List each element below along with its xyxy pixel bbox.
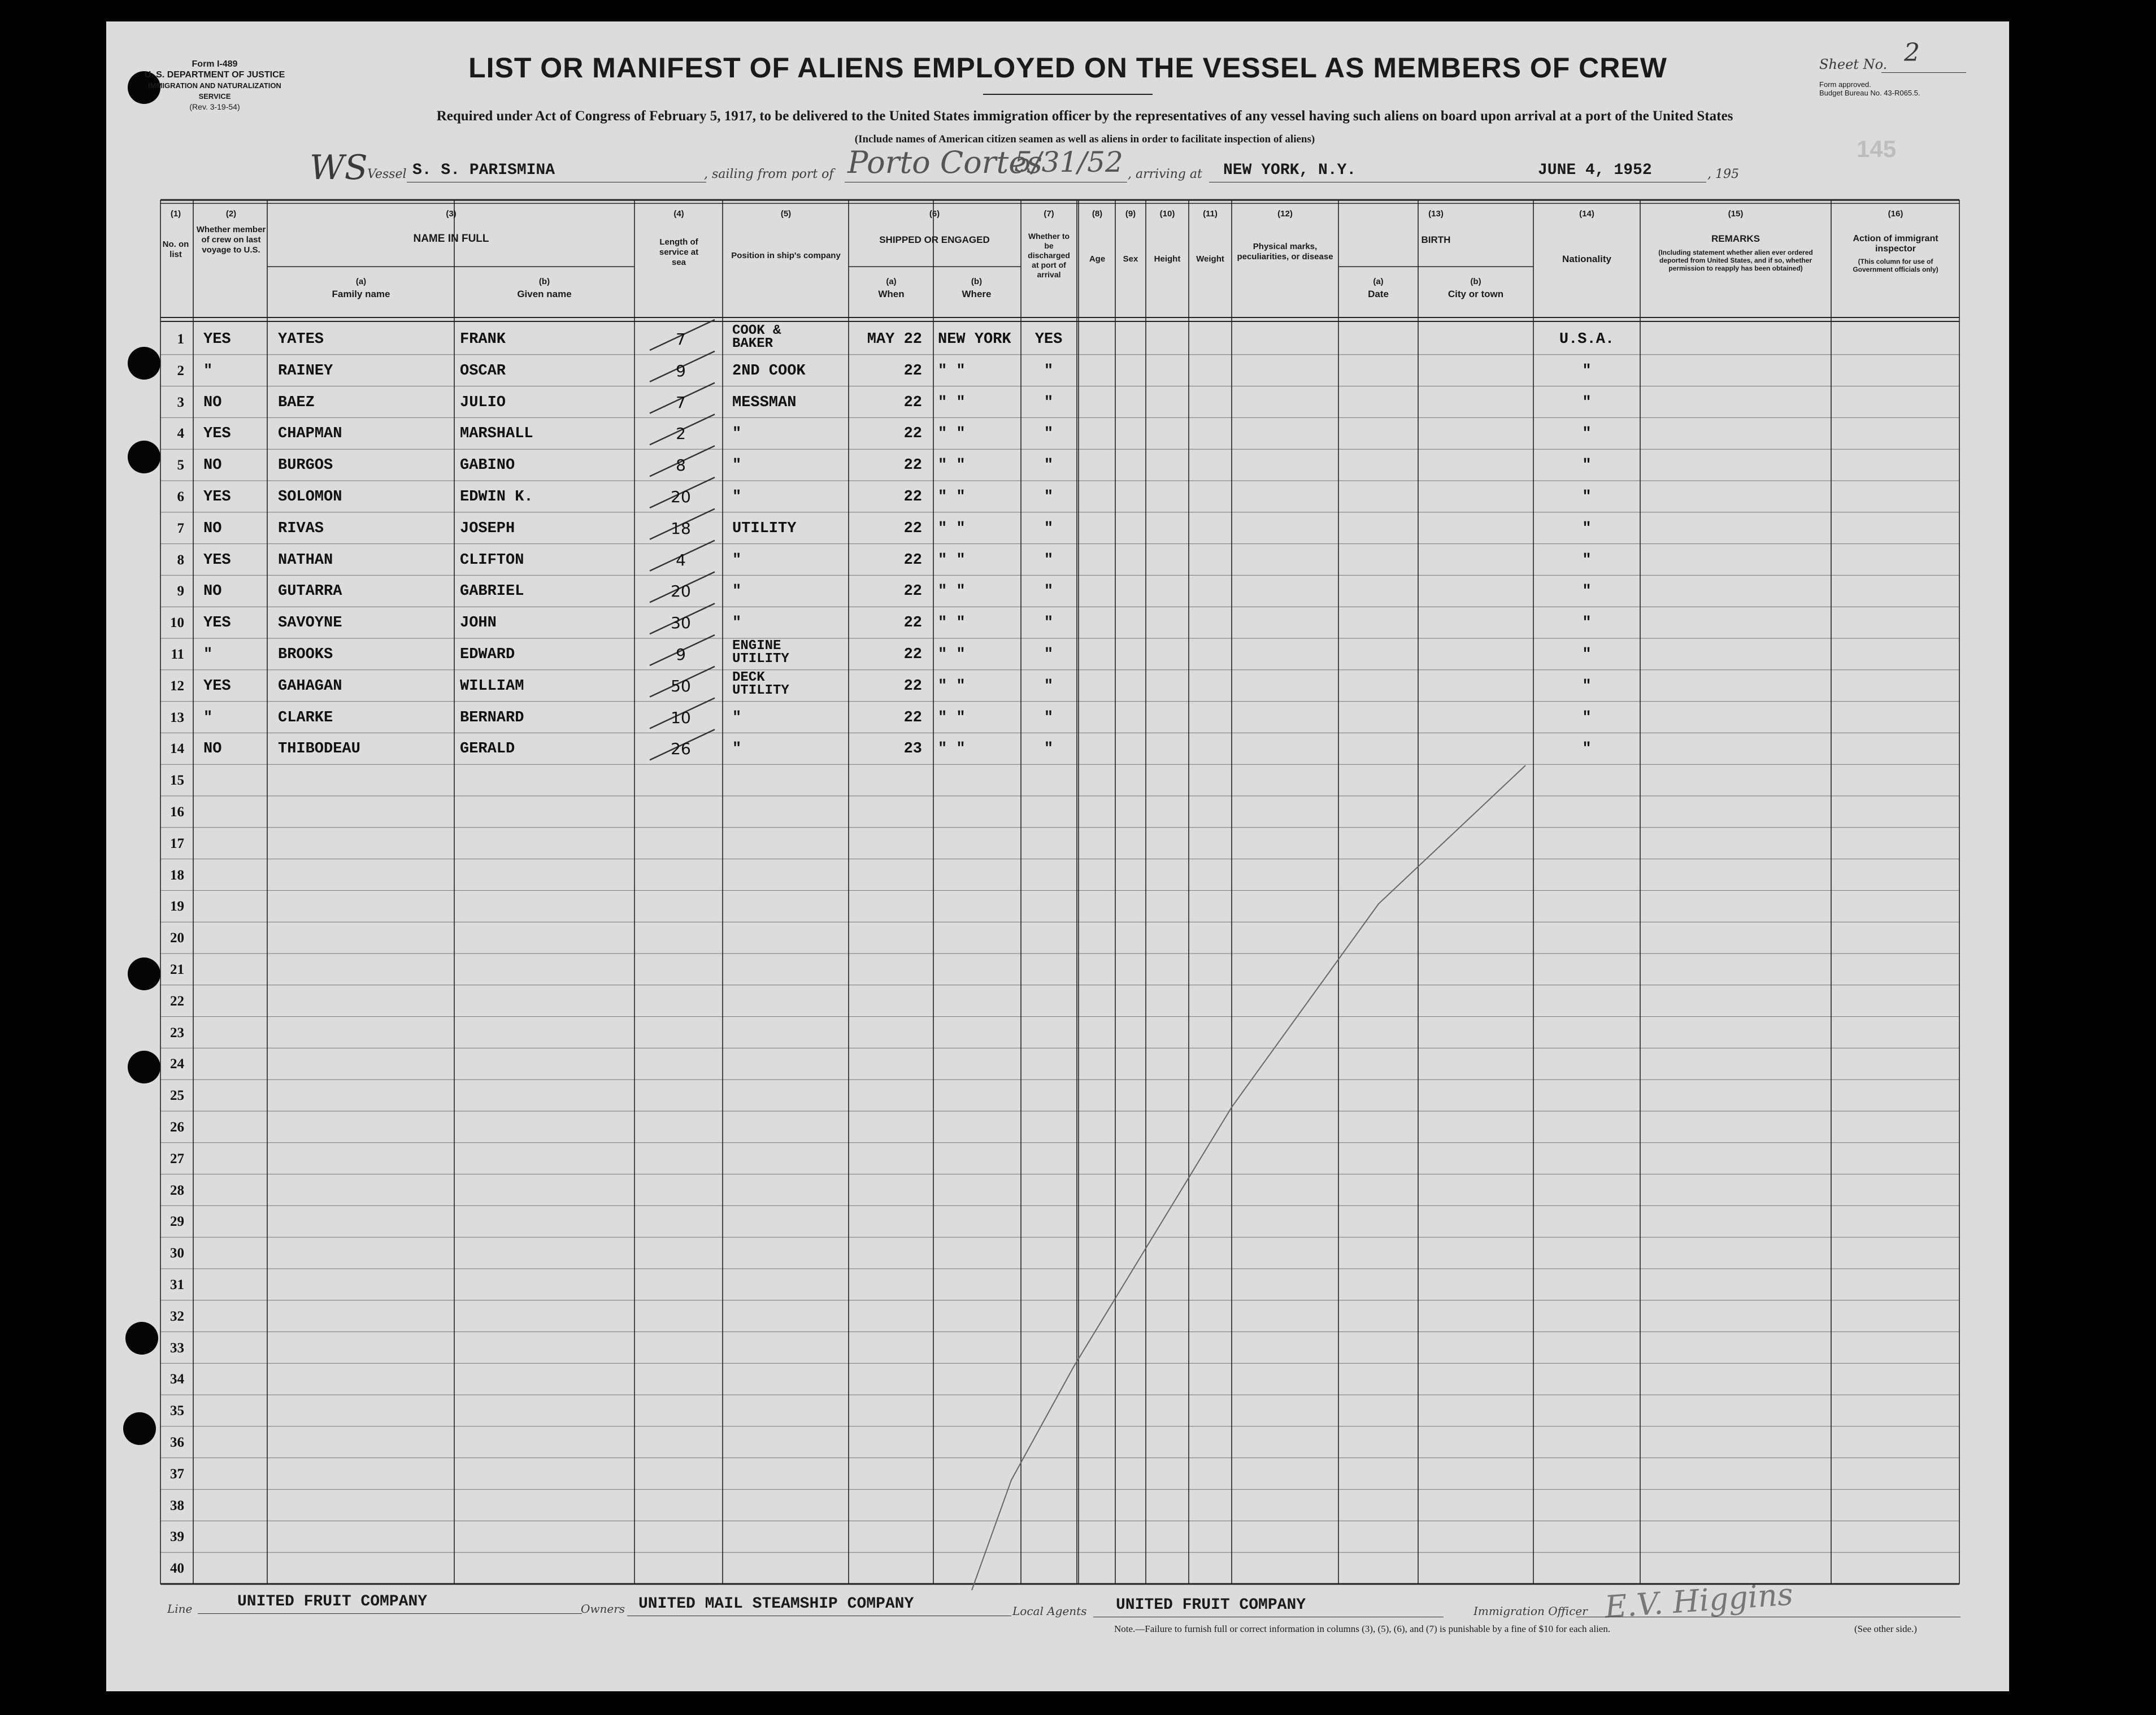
- row-number: 20: [170, 930, 184, 946]
- cell-position: ": [732, 551, 742, 569]
- col4-label: Length of service at sea: [659, 237, 699, 267]
- cell-family: BAEZ: [278, 394, 315, 411]
- cell-discharged: ": [1044, 425, 1054, 443]
- cell-where: " ": [938, 362, 966, 380]
- officer-signature: E.V. Higgins: [1603, 1576, 1794, 1625]
- sheet-label: Sheet No.: [1819, 56, 1888, 72]
- row-number: 2: [177, 363, 184, 378]
- cell-prev: YES: [203, 425, 231, 443]
- line-underline: [198, 1613, 582, 1614]
- cell-position: ": [732, 583, 742, 600]
- col1-num: (1): [170, 209, 181, 219]
- cell-position: UTILITY: [732, 520, 797, 537]
- row-number: 39: [170, 1529, 184, 1545]
- year-suffix: , 195: [1707, 167, 1739, 181]
- service: IMMIGRATION AND NATURALIZATION SERVICE: [148, 81, 281, 101]
- cell-where: " ": [938, 457, 966, 475]
- cell-discharged: ": [1044, 583, 1054, 600]
- row-number: 34: [170, 1372, 184, 1387]
- cell-service: 8: [676, 456, 686, 475]
- cell-where: NEW YORK: [938, 331, 1011, 348]
- cell-discharged: ": [1044, 489, 1054, 506]
- cell-nationality: ": [1582, 741, 1592, 758]
- row-number: 32: [170, 1308, 184, 1324]
- col13b-label: City or town: [1448, 289, 1504, 299]
- col2-label: Whether member of crew on last voyage to U.S.: [196, 225, 266, 255]
- cell-given: GERALD: [460, 741, 515, 758]
- cell-where: " ": [938, 741, 966, 758]
- cell-service: 30: [671, 613, 691, 633]
- page-subnote: (Include names of American citizen seamen as well as aliens in order to facilitate inspection of aliens): [854, 133, 1315, 145]
- cell-nationality: ": [1582, 457, 1592, 475]
- cell-service: 18: [671, 519, 691, 538]
- row-number: 22: [170, 993, 184, 1009]
- owners-label: Owners: [581, 1602, 625, 1616]
- form-number: Form I-489: [192, 59, 238, 69]
- cell-discharged: ": [1044, 677, 1054, 695]
- row-number: 40: [170, 1561, 184, 1577]
- col3b-label: Given name: [517, 289, 572, 299]
- budget-bureau: Budget Bureau No. 43-R065.5.: [1819, 89, 1920, 97]
- cell-where: " ": [938, 583, 966, 600]
- cell-when: 22: [903, 615, 922, 632]
- row-number: 30: [170, 1246, 184, 1261]
- col12-num: (12): [1277, 209, 1293, 219]
- cell-nationality: ": [1582, 394, 1592, 411]
- col7-num: (7): [1044, 209, 1054, 219]
- cell-prev: NO: [203, 520, 222, 537]
- cell-discharged: ": [1044, 551, 1054, 569]
- col7-label: Whether to be discharged at port of arrival: [1028, 232, 1070, 279]
- cell-position: COOK & BAKER: [732, 323, 781, 351]
- row-number: 14: [170, 741, 184, 757]
- col6b-label: Where: [962, 289, 992, 299]
- cell-given: JULIO: [460, 394, 506, 411]
- cell-nationality: U.S.A.: [1559, 331, 1615, 348]
- cell-where: " ": [938, 615, 966, 632]
- cell-family: GAHAGAN: [278, 677, 342, 695]
- cell-family: RIVAS: [278, 520, 324, 537]
- col10-label: Height: [1154, 254, 1181, 264]
- cell-prev: YES: [203, 489, 231, 506]
- cell-prev: ": [203, 646, 213, 663]
- cell-prev: YES: [203, 677, 231, 695]
- cell-when: 22: [903, 394, 922, 411]
- row-number: 24: [170, 1056, 184, 1072]
- row-number: 31: [170, 1277, 184, 1292]
- row-number: 3: [177, 394, 184, 410]
- cell-when: 22: [903, 583, 922, 600]
- row-number: 38: [170, 1498, 184, 1513]
- col13a-label: Date: [1368, 289, 1389, 299]
- officer-label: Immigration Officer: [1473, 1604, 1588, 1618]
- cell-when: 22: [903, 677, 922, 695]
- cell-given: JOSEPH: [460, 520, 515, 537]
- cell-position: ": [732, 709, 742, 726]
- cell-given: OSCAR: [460, 362, 506, 380]
- cell-position: DECK UTILITY: [732, 669, 789, 698]
- col3a-num: (a): [355, 277, 367, 286]
- cell-service: 9: [676, 645, 686, 664]
- cell-discharged: ": [1044, 520, 1054, 537]
- row-number: 12: [170, 678, 184, 694]
- cell-service: 7: [676, 393, 686, 412]
- owners-company: UNITED MAIL STEAMSHIP COMPANY: [638, 1595, 914, 1613]
- row-number: 16: [170, 804, 184, 820]
- cell-family: YATES: [278, 331, 324, 348]
- cell-position: ": [732, 457, 742, 475]
- cell-nationality: ": [1582, 583, 1592, 600]
- row-number: 33: [170, 1340, 184, 1356]
- cell-when: MAY 22: [867, 331, 922, 348]
- cell-prev: YES: [203, 331, 231, 348]
- cell-nationality: ": [1582, 709, 1592, 726]
- col6a-num: (a): [886, 277, 897, 286]
- row-number: 17: [170, 835, 184, 851]
- page-title: LIST OR MANIFEST OF ALIENS EMPLOYED ON THE VESSEL AS MEMBERS OF CREW: [468, 52, 1667, 84]
- cell-discharged: ": [1044, 457, 1054, 475]
- col5-label: Position in ship's company: [731, 251, 841, 260]
- col2-num: (2): [225, 209, 237, 219]
- sheet-number: 2: [1904, 38, 1920, 67]
- cell-family: NATHAN: [278, 551, 333, 569]
- cell-service: 20: [671, 582, 691, 601]
- cell-family: THIBODEAU: [278, 741, 360, 758]
- departure-date: 5/31/52: [1014, 146, 1123, 179]
- cell-when: 22: [903, 646, 922, 663]
- cell-nationality: ": [1582, 646, 1592, 663]
- cell-service: 4: [676, 550, 686, 569]
- cell-family: CLARKE: [278, 709, 333, 726]
- cell-when: 23: [903, 741, 922, 758]
- cell-service: 50: [671, 676, 691, 695]
- arrival-port: NEW YORK, N.Y.: [1223, 162, 1357, 179]
- col13-num: (13): [1428, 209, 1444, 219]
- cell-given: WILLIAM: [460, 677, 524, 695]
- col15-num: (15): [1728, 209, 1744, 219]
- sailing-label: , sailing from port of: [704, 167, 834, 181]
- cell-given: GABINO: [460, 457, 515, 475]
- cell-discharged: ": [1044, 646, 1054, 663]
- row-number: 8: [177, 552, 184, 568]
- cell-where: " ": [938, 677, 966, 695]
- col6-num: (6): [929, 209, 940, 219]
- cell-service: 9: [676, 361, 686, 380]
- cell-given: EDWARD: [460, 646, 515, 663]
- cell-given: GABRIEL: [460, 583, 524, 600]
- arrival-date: JUNE 4, 1952: [1538, 162, 1652, 179]
- page-subtitle: Required under Act of Congress of February 5, 1917, to be delivered to the United States immigration officer by the representatives of any vessel having such aliens on board upon arrival at a port of the United States: [436, 108, 1733, 124]
- col3-num: (3): [446, 209, 457, 219]
- col8-label: Age: [1089, 254, 1106, 264]
- col9-label: Sex: [1123, 254, 1138, 264]
- col6a-label: When: [878, 289, 905, 299]
- row-number: 36: [170, 1435, 184, 1450]
- col11-label: Weight: [1196, 254, 1224, 264]
- cell-service: 26: [671, 739, 691, 759]
- cell-given: JOHN: [460, 615, 497, 632]
- cell-nationality: ": [1582, 551, 1592, 569]
- cell-discharged: ": [1044, 709, 1054, 726]
- cell-family: GUTARRA: [278, 583, 342, 600]
- cell-discharged: ": [1044, 615, 1054, 632]
- cell-given: FRANK: [460, 331, 506, 348]
- row-number: 13: [170, 709, 184, 725]
- col12-label: Physical marks, peculiarities, or disease: [1237, 242, 1333, 262]
- cell-position: 2ND COOK: [732, 362, 806, 380]
- cell-discharged: YES: [1034, 331, 1063, 348]
- row-number: 23: [170, 1025, 184, 1041]
- col10-num: (10): [1159, 209, 1175, 219]
- cell-discharged: ": [1044, 741, 1054, 758]
- vessel-name: S. S. PARISMINA: [412, 162, 555, 179]
- col3b-num: (b): [538, 277, 550, 286]
- cell-family: BURGOS: [278, 457, 333, 475]
- cell-when: 22: [903, 425, 922, 443]
- see-other-side: (See other side.): [1854, 1623, 1917, 1634]
- cell-nationality: ": [1582, 362, 1592, 380]
- row-number: 21: [170, 962, 184, 977]
- row-number: 26: [170, 1120, 184, 1135]
- col5-num: (5): [780, 209, 792, 219]
- row-number: 1: [177, 332, 184, 347]
- cell-service: 20: [671, 487, 691, 506]
- row-number: 19: [170, 899, 184, 915]
- agents-company: UNITED FRUIT COMPANY: [1116, 1596, 1306, 1614]
- row-number: 6: [177, 489, 184, 504]
- row-number: 28: [170, 1182, 184, 1198]
- cell-prev: NO: [203, 394, 222, 411]
- col15-sub: (Including statement whether alien ever ordered deported from United States, and if so, whether permission to reapply has been obtained): [1658, 249, 1813, 272]
- cell-family: BROOKS: [278, 646, 333, 663]
- col13-label: BIRTH: [1421, 234, 1451, 245]
- row-number: 5: [177, 458, 184, 473]
- row-number: 27: [170, 1151, 184, 1166]
- cell-when: 22: [903, 489, 922, 506]
- cell-position: ": [732, 489, 742, 506]
- footer-note: Note.—Failure to furnish full or correct information in columns (3), (5), (6), and (7) is punishable by a fine of $10 for each alien.: [1114, 1623, 1611, 1634]
- agents-label: Local Agents: [1012, 1604, 1087, 1618]
- initials: WS: [310, 148, 368, 188]
- cell-family: CHAPMAN: [278, 425, 342, 443]
- cell-given: CLIFTON: [460, 551, 524, 569]
- cell-nationality: ": [1582, 489, 1592, 506]
- row-number: 11: [171, 647, 184, 662]
- cell-when: 22: [903, 551, 922, 569]
- cell-nationality: ": [1582, 615, 1592, 632]
- cell-family: SOLOMON: [278, 489, 342, 506]
- col6-label: SHIPPED OR ENGAGED: [879, 234, 990, 245]
- cell-when: 22: [903, 457, 922, 475]
- cell-given: EDWIN K.: [460, 489, 533, 506]
- row-number: 25: [170, 1088, 184, 1104]
- cell-when: 22: [903, 709, 922, 726]
- row-number: 29: [170, 1214, 184, 1230]
- cell-prev: NO: [203, 583, 222, 600]
- col16-label: Action of immigrant inspector: [1853, 234, 1938, 254]
- cell-position: ENGINE UTILITY: [732, 638, 789, 667]
- col16-sub: (This column for use of Government officials only): [1853, 258, 1938, 273]
- cell-when: 22: [903, 520, 922, 537]
- row-number: 18: [170, 867, 184, 883]
- cell-position: ": [732, 741, 742, 758]
- col8-num: (8): [1092, 209, 1103, 219]
- arriving-label: , arriving at: [1128, 167, 1202, 181]
- col15-label: REMARKS: [1711, 233, 1760, 244]
- cell-prev: ": [203, 362, 213, 380]
- cell-nationality: ": [1582, 520, 1592, 537]
- col11-num: (11): [1203, 209, 1218, 219]
- col13b-num: (b): [1470, 277, 1481, 286]
- cell-where: " ": [938, 394, 966, 411]
- stamp-number: 145: [1857, 136, 1897, 162]
- col16-num: (16): [1888, 209, 1903, 219]
- cell-service: 10: [671, 708, 691, 727]
- row-number: 15: [170, 773, 184, 789]
- vessel-label: Vessel: [367, 167, 407, 181]
- col9-num: (9): [1125, 209, 1136, 219]
- line-label: Line: [167, 1602, 193, 1616]
- cell-where: " ": [938, 646, 966, 663]
- revision: (Rev. 3-19-54): [189, 102, 240, 111]
- pencil-diagonal-mark: [972, 765, 1525, 1590]
- department: U. S. DEPARTMENT OF JUSTICE: [144, 70, 285, 80]
- row-number: 4: [177, 426, 184, 442]
- departure-port: Porto Cortes: [847, 145, 1042, 180]
- cell-discharged: ": [1044, 362, 1054, 380]
- cell-prev: NO: [203, 457, 222, 475]
- cell-discharged: ": [1044, 394, 1054, 411]
- row-number: 9: [177, 584, 184, 599]
- cell-nationality: ": [1582, 425, 1592, 443]
- cell-where: " ": [938, 520, 966, 537]
- cell-where: " ": [938, 489, 966, 506]
- col3a-label: Family name: [332, 289, 390, 299]
- cell-position: ": [732, 615, 742, 632]
- cell-where: " ": [938, 425, 966, 443]
- cell-nationality: ": [1582, 677, 1592, 695]
- cell-when: 22: [903, 362, 922, 380]
- col6b-num: (b): [971, 277, 983, 286]
- col1-label: No. on list: [162, 240, 189, 259]
- cell-given: MARSHALL: [460, 425, 533, 443]
- row-number: 35: [170, 1403, 184, 1419]
- col13a-num: (a): [1373, 277, 1384, 286]
- cell-position: MESSMAN: [732, 394, 797, 411]
- row-number: 37: [170, 1466, 184, 1482]
- cell-prev: YES: [203, 615, 231, 632]
- cell-position: ": [732, 425, 742, 443]
- cell-prev: ": [203, 709, 213, 726]
- col4-num: (4): [673, 209, 684, 219]
- col14-num: (14): [1579, 209, 1594, 219]
- row-number: 10: [170, 615, 184, 631]
- cell-given: BERNARD: [460, 709, 524, 726]
- cell-prev: NO: [203, 741, 222, 758]
- cell-service: 2: [676, 424, 686, 443]
- col3-label: NAME IN FULL: [413, 233, 489, 245]
- row-number: 7: [177, 520, 184, 536]
- cell-where: " ": [938, 551, 966, 569]
- cell-prev: YES: [203, 551, 231, 569]
- cell-family: RAINEY: [278, 362, 333, 380]
- col14-label: Nationality: [1562, 254, 1611, 264]
- cell-family: SAVOYNE: [278, 615, 342, 632]
- form-approved: Form approved.: [1819, 80, 1871, 89]
- line-company: UNITED FRUIT COMPANY: [237, 1593, 428, 1610]
- cell-where: " ": [938, 709, 966, 726]
- cell-service: 7: [676, 330, 686, 349]
